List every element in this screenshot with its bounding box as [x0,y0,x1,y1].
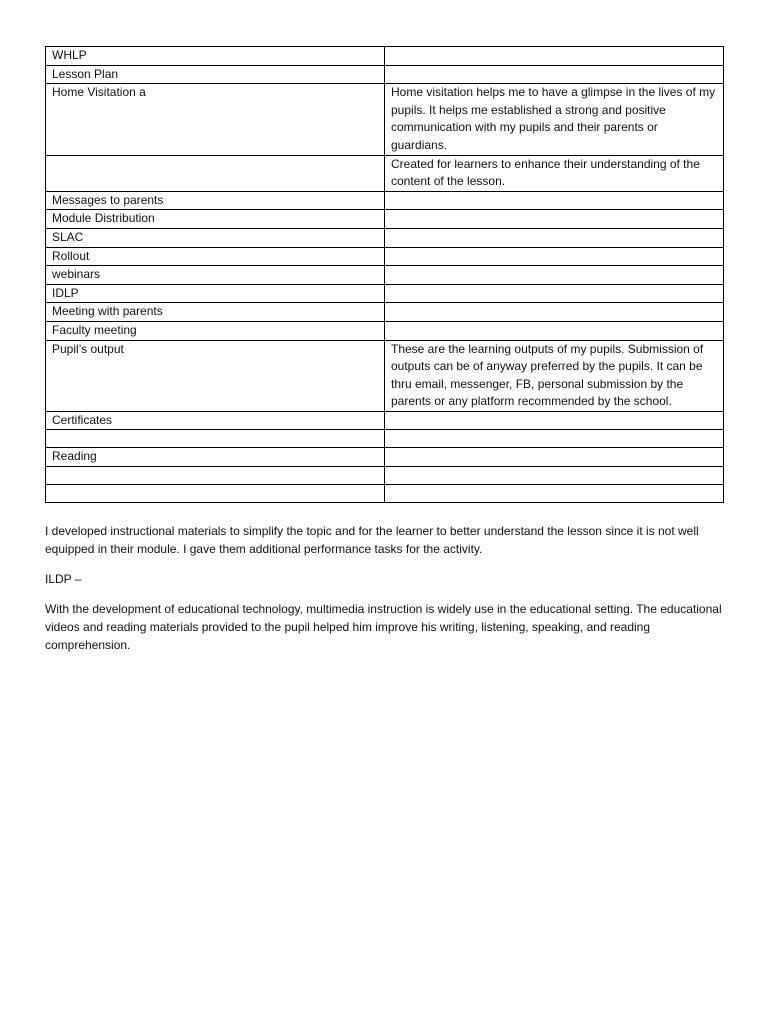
description-cell [385,47,724,66]
table-row [46,65,724,84]
activity-cell: Module Distribution [46,210,385,229]
description-cell [385,321,724,340]
instructional-materials-paragraph: I developed instructional materials to simplify the topic and for the learner to better understand the lesson since it is not well equipped in their module. I gave them additional performance tasks for the activity. [45,524,699,556]
description-cell [385,191,724,210]
description-cell [385,266,724,285]
activity-cell: SLAC [46,228,385,247]
description-cell [385,65,724,84]
table-row [46,155,724,191]
activity-cell: Faculty meeting [46,321,385,340]
activity-cell: Reading [46,448,385,467]
table-row [46,448,724,467]
table-row [46,321,724,340]
description-cell [385,210,724,229]
description-cell [385,467,724,485]
description-cell [385,284,724,303]
table-row [46,228,724,247]
table-row [46,430,724,448]
description-cell [385,247,724,266]
activity-cell [46,430,385,448]
table-row [46,411,724,430]
educational-technology-paragraph: With the development of educational technology, multimedia instruction is widely use in the educational setting. The educational videos and reading materials provided to the pupil helped him improve his writing, listening, speaking, and reading comprehension. [45,602,722,652]
table-row [46,210,724,229]
activity-cell [46,467,385,485]
description-cell: Home visitation helps me to have a glimpse in the lives of my pupils. It helps me established a strong and positive communication with my pupils and their parents or guardians. [385,84,724,155]
description-cell [385,485,724,503]
table-row [46,84,724,155]
activity-cell: Meeting with parents [46,303,385,322]
activity-cell: Rollout [46,247,385,266]
table-row [46,191,724,210]
activity-cell: Messages to parents [46,191,385,210]
activity-cell: Home Visitation a [46,84,385,155]
activity-cell: webinars [46,266,385,285]
activity-cell [46,485,385,503]
activity-cell [46,155,385,191]
table-row [46,47,724,66]
table-row [46,266,724,285]
table-row [46,247,724,266]
table-row [46,340,724,411]
description-cell [385,430,724,448]
description-cell: These are the learning outputs of my pupils. Submission of outputs can be of anyway preferred by the pupils. It can be thru email, messenger, FB, personal submission by the parents or any platform recommended by the school. [385,340,724,411]
description-cell [385,228,724,247]
description-cell [385,411,724,430]
table-row [46,284,724,303]
description-cell [385,448,724,467]
activity-cell: WHLP [46,47,385,66]
table-row [46,303,724,322]
table-row [46,467,724,485]
activity-cell: Certificates [46,411,385,430]
description-cell: Created for learners to enhance their understanding of the content of the lesson. [385,155,724,191]
activity-cell: Lesson Plan [46,65,385,84]
activity-cell: IDLP [46,284,385,303]
table-row [46,485,724,503]
activity-cell: Pupil’s output [46,340,385,411]
ildp-heading: ILDP – [45,572,82,586]
description-cell [385,303,724,322]
activity-table [45,46,724,503]
